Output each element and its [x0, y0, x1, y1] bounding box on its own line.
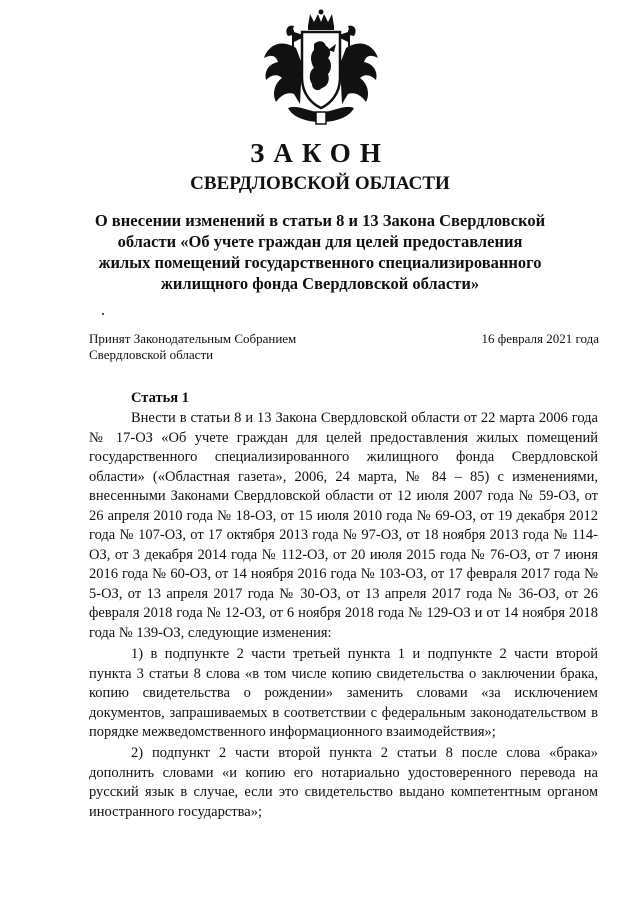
scan-mark	[102, 313, 104, 315]
article-paragraph-item-1: 1) в подпункте 2 части третьей пункта 1 и подпункте 2 части второй пункта 3 статьи 8 слова «в том числе копию свидетельства о заключении брака, копию свидетельства о рождении» заменить словами «за исключением документов, запрашиваемых в соответствии с федеральным законодательством в порядке межведомственного информационного взаимодействия»;	[89, 646, 598, 740]
article-paragraph-item-2: 2) подпункт 2 части второй пункта 2 статьи 8 после слова «брака» дополнить словами «и копию его нотариально удостоверенного перевода на русский язык в случае, если это свидетельство выдано компетентным органом иностранного государства»;	[89, 745, 598, 820]
article-heading: Статья 1	[131, 390, 189, 406]
law-subject: О внесении изменений в статьи 8 и 13 Закона Свердловской области «Об учете граждан для целей предоставления жилых помещений государственного специализированного жилищного фонда Свердловской области»	[94, 211, 546, 293]
article-paragraph-intro: Внести в статьи 8 и 13 Закона Свердловской области от 22 марта 2006 года № 17-ОЗ «Об учете граждан для целей предоставления жилых помещений государственного специализированного жилищного фонда Свердловской области» («Областная газета», 2006, 24 марта, № 84 – 85) с изменениями, внесенными Законами Свердловской области от 12 июля 2007 года № 59-ОЗ, от 26 апреля 2010 года № 18-ОЗ, от 15 июля 2010 года № 69-ОЗ, от 19 декабря 2012 года № 107-ОЗ, от 17 октября 2013 года № 97-ОЗ, от 18 ноября 2013 года № 114-ОЗ, от 3 декабря 2014 года № 112-ОЗ, от 20 июля 2015 года № 76-ОЗ, от 7 июня 2016 года № 60-ОЗ, от 14 ноября 2016 года № 103-ОЗ, от 17 февраля 2017 года № 5-ОЗ, от 13 апреля 2017 года № 30-ОЗ, от 13 апреля 2017 года № 36-ОЗ, от 26 февраля 2018 года № 12-ОЗ, от 6 ноября 2018 года № 129-ОЗ и от 14 ноября 2018 года № 139-ОЗ, следующие изменения:	[89, 410, 598, 641]
law-title: ЗАКОН	[250, 138, 390, 168]
coat-of-arms-emblem	[258, 8, 384, 128]
adopted-by-label: Принят Законодательным Собранием Свердловской области	[89, 331, 297, 362]
adoption-date: 16 февраля 2021 года	[481, 331, 599, 346]
region-title: СВЕРДЛОВСКОЙ ОБЛАСТИ	[190, 173, 450, 194]
